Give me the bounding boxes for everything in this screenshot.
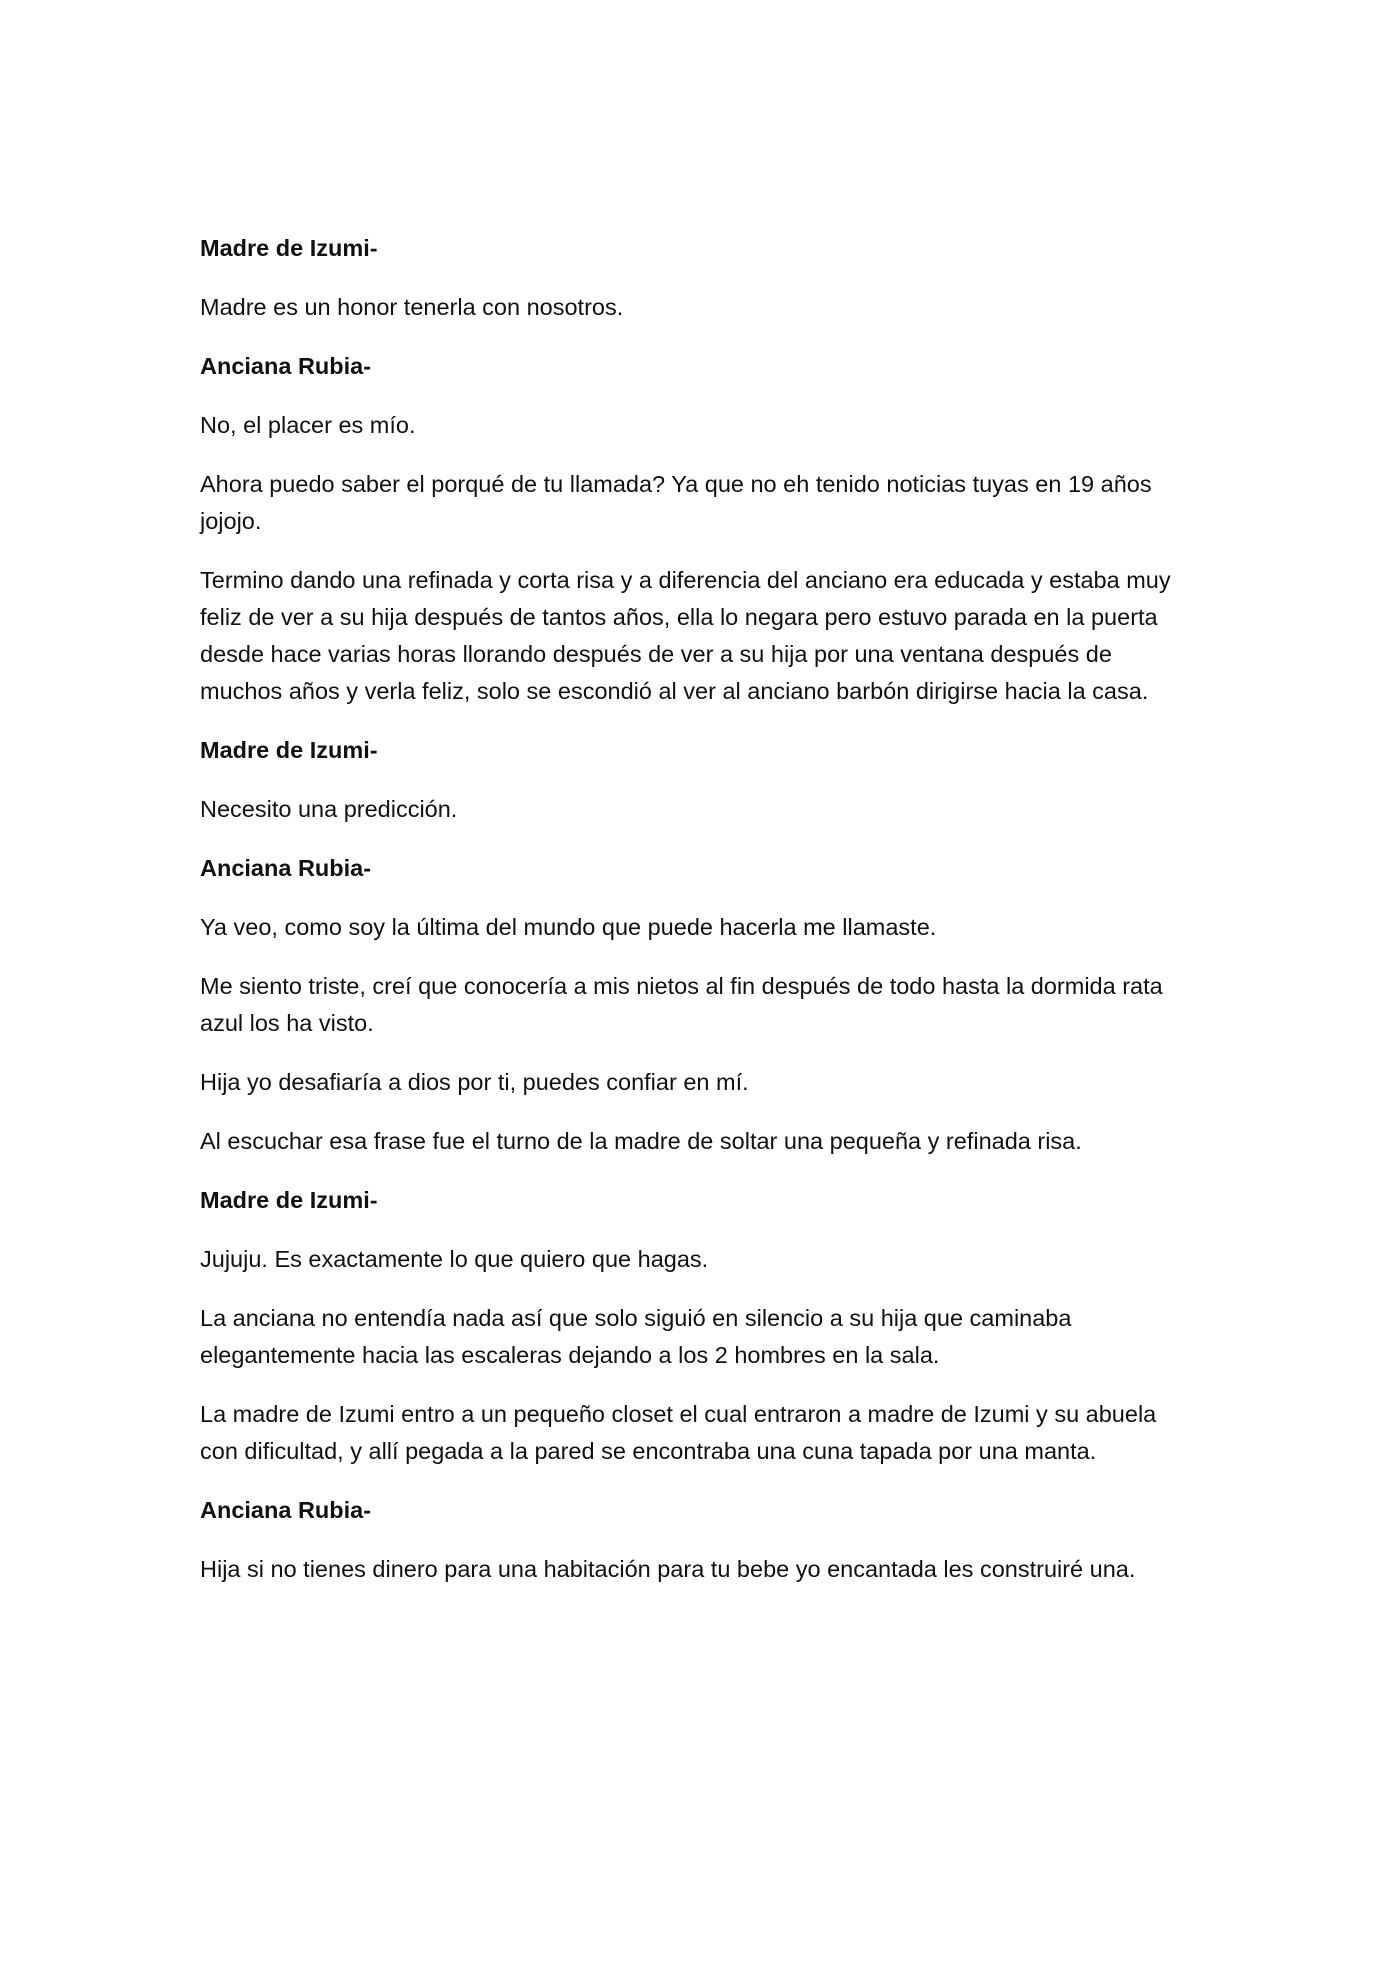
speaker-label: Anciana Rubia- <box>200 353 372 379</box>
dialogue-paragraph: Ahora puedo saber el porqué de tu llamada? Ya que no eh tenido noticias tuyas en 19 años jojojo. <box>200 471 1152 534</box>
dialogue-paragraph: No, el placer es mío. <box>200 412 416 438</box>
document-body <box>200 230 1200 1610</box>
dialogue-paragraph: Me siento triste, creí que conocería a mis nietos al fin después de todo hasta la dormida rata azul los ha visto. <box>200 973 1163 1036</box>
narration-paragraph: Al escuchar esa frase fue el turno de la madre de soltar una pequeña y refinada risa. <box>200 1128 1082 1154</box>
speaker-label: Madre de Izumi- <box>200 737 378 763</box>
narration-paragraph: La madre de Izumi entro a un pequeño closet el cual entraron a madre de Izumi y su abuela con dificultad, y allí pegada a la pared se encontraba una cuna tapada por una manta. <box>200 1401 1157 1464</box>
dialogue-paragraph: Madre es un honor tenerla con nosotros. <box>200 294 624 320</box>
dialogue-paragraph: Jujuju. Es exactamente lo que quiero que hagas. <box>200 1246 709 1272</box>
speaker-label: Anciana Rubia- <box>200 1497 372 1523</box>
speaker-label: Madre de Izumi- <box>200 235 378 261</box>
dialogue-paragraph: Necesito una predicción. <box>200 796 458 822</box>
speaker-label: Anciana Rubia- <box>200 855 372 881</box>
narration-paragraph: La anciana no entendía nada así que solo siguió en silencio a su hija que caminaba elegantemente hacia las escaleras dejando a los 2 hombres en la sala. <box>200 1305 1072 1368</box>
dialogue-paragraph: Hija yo desafiaría a dios por ti, puedes confiar en mí. <box>200 1069 749 1095</box>
narration-paragraph: Termino dando una refinada y corta risa y a diferencia del anciano era educada y estaba muy feliz de ver a su hija después de tantos años, ella lo negara pero estuvo parada en la puerta desde hace varias horas llorando después de ver a su hija por una ventana después de muchos años y verla feliz, solo se escondió al ver al anciano barbón dirigirse hacia la casa. <box>200 567 1171 704</box>
dialogue-paragraph: Hija si no tienes dinero para una habitación para tu bebe yo encantada les construiré una. <box>200 1556 1136 1582</box>
dialogue-paragraph: Ya veo, como soy la última del mundo que puede hacerla me llamaste. <box>200 914 937 940</box>
speaker-label: Madre de Izumi- <box>200 1187 378 1213</box>
